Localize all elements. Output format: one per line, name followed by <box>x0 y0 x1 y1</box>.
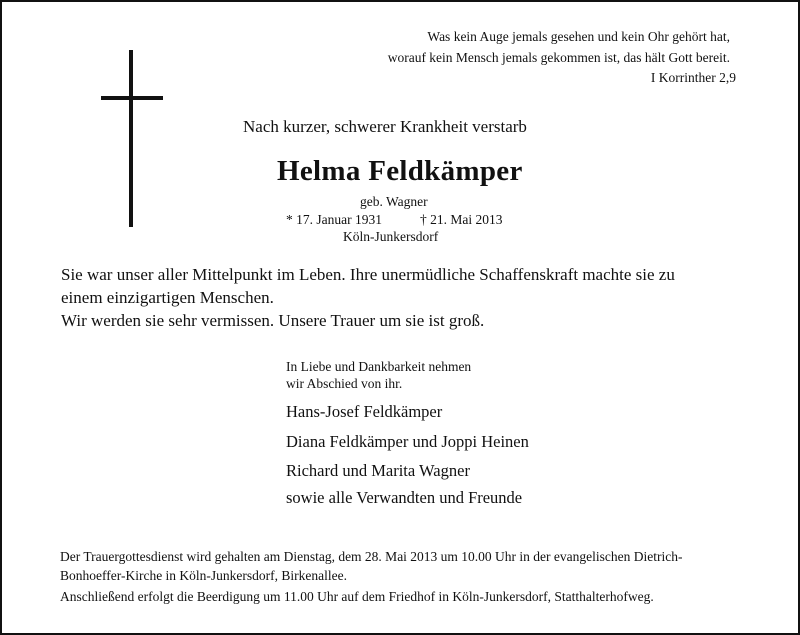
mourner-name: Hans-Josef Feldkämper <box>286 402 443 421</box>
bible-quote-line-2: worauf kein Mensch jemals gekommen ist, das hält Gott bereit. <box>387 50 730 65</box>
mourner-name: Richard und Marita Wagner <box>286 461 470 480</box>
death-date: † 21. Mai 2013 <box>420 212 503 227</box>
birth-date: * 17. Januar 1931 <box>286 212 382 227</box>
intro-text: Nach kurzer, schwerer Krankheit verstarb <box>243 117 527 136</box>
tribute-line-3: Wir werden sie sehr vermissen. Unsere Trauer um sie ist groß. <box>61 311 485 330</box>
tribute-line-1: Sie war unser aller Mittelpunkt im Leben. Ihre unermüdliche Schaffenskraft machte sie zu <box>61 265 675 284</box>
service-line-1: Der Trauergottesdienst wird gehalten am Dienstag, dem 28. Mai 2013 um 10.00 Uhr in der evangelischen Dietrich- <box>60 549 683 564</box>
farewell-line-1: In Liebe und Dankbarkeit nehmen <box>286 359 472 374</box>
tribute-line-2: einem einzigartigen Menschen. <box>61 288 274 307</box>
place: Köln-Junkersdorf <box>343 229 439 244</box>
mourner-name: Diana Feldkämper und Joppi Heinen <box>286 432 529 451</box>
farewell-line-2: wir Abschied von ihr. <box>286 376 403 391</box>
mourner-name: sowie alle Verwandten und Freunde <box>286 488 523 507</box>
service-line-2: Bonhoeffer-Kirche in Köln-Junkersdorf, Birkenallee. <box>60 568 348 583</box>
bible-quote-source: I Korrinther 2,9 <box>650 70 736 85</box>
bible-quote-line-1: Was kein Auge jemals gesehen und kein Ohr gehört hat, <box>427 29 730 44</box>
service-line-3: Anschließend erfolgt die Beerdigung um 11.00 Uhr auf dem Friedhof in Köln-Junkersdorf, Statthalterhofweg. <box>60 589 654 604</box>
maiden-name: geb. Wagner <box>360 194 428 209</box>
deceased-name: Helma Feldkämper <box>277 155 523 187</box>
